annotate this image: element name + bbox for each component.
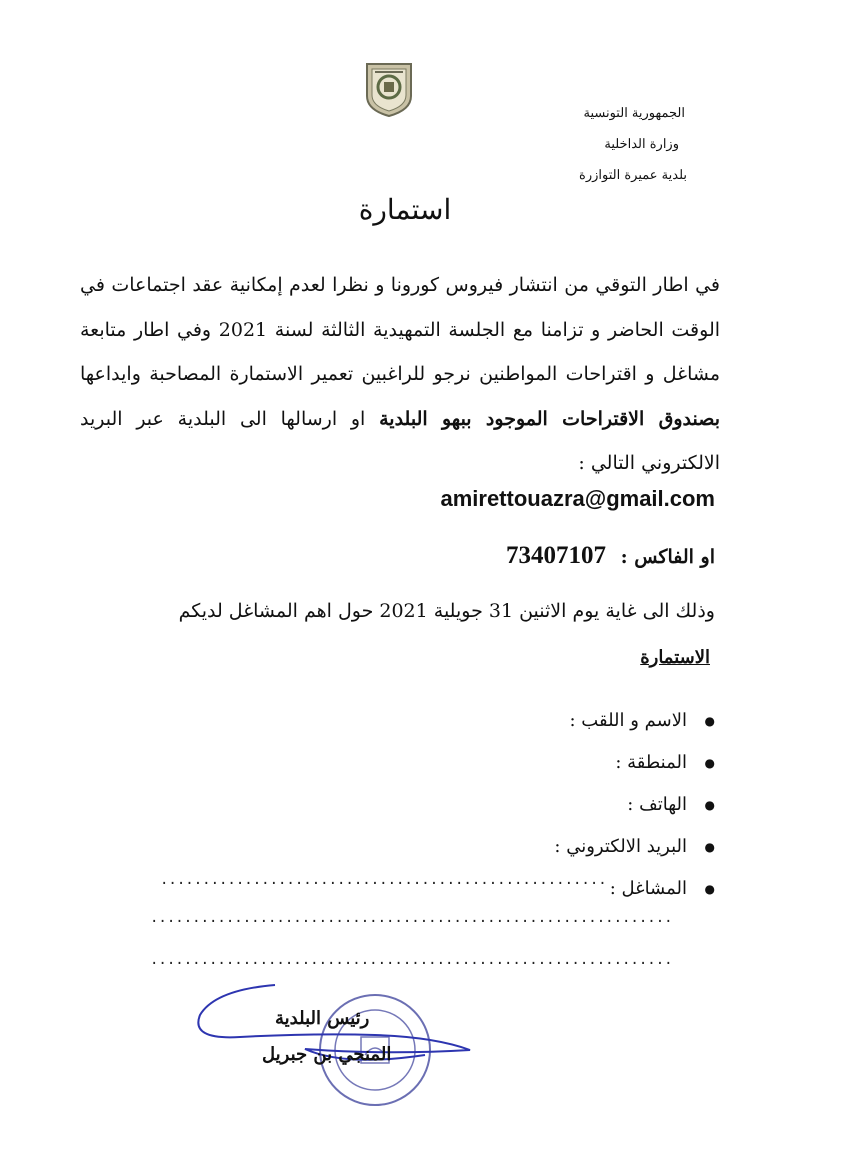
intro-text-1: في اطار التوقي من انتشار فيروس كورونا و نظرا لعدم إمكانية عقد اجتماعات في الوقت الحاضر و تزامنا مع الجلسة التمهيدية الثالثة لسنة 2021 وفي اطار متابعة مشاغل و اقتراحات المواطنين نرجو للراغبين تعمير الاستمارة المصاحبة وايداعها — [80, 274, 721, 385]
contact-email: amirettouazra@gmail.com — [440, 486, 715, 511]
document-title: استمارة — [358, 193, 452, 226]
republic-emblem — [361, 60, 417, 118]
field-concerns: ● المشاغل : — [554, 868, 715, 910]
signature-title: رئيس البلدية — [275, 1008, 370, 1029]
field-email: ● البريد الالكتروني : — [554, 826, 715, 868]
letterhead — [579, 98, 685, 191]
dotted-line: .............................................................. — [150, 910, 673, 926]
intro-bold-text: بصندوق الاقتراحات الموجود ببهو البلدية — [379, 407, 721, 430]
intro-text-2: او ارسالها الى البلدية عبر البريد الالكتروني التالي : — [80, 407, 720, 474]
signature-name: المنجي بن جبريل — [262, 1044, 392, 1065]
intro-paragraph — [80, 263, 720, 486]
fax-label: او الفاكس : — [620, 546, 715, 568]
fax-number: 73407107 — [505, 542, 606, 569]
letterhead-republic: الجمهورية التونسية — [583, 106, 685, 121]
letterhead-municipality: بلدية عميرة التوازرة — [579, 168, 687, 183]
dotted-line: ..................................................... — [160, 872, 607, 888]
field-phone: ● الهاتف : — [554, 784, 715, 826]
fax-line — [506, 542, 715, 570]
field-name: ● الاسم و اللقب : — [554, 700, 715, 742]
field-region: ● المنطقة : — [554, 742, 715, 784]
letterhead-ministry: وزارة الداخلية — [604, 137, 679, 152]
deadline-text: وذلك الى غاية يوم الاثنين 31 جويلية 2021 حول اهم المشاغل لديكم — [178, 600, 715, 622]
dotted-line: .............................................................. — [150, 952, 673, 968]
form-heading: الاستمارة — [640, 647, 710, 668]
